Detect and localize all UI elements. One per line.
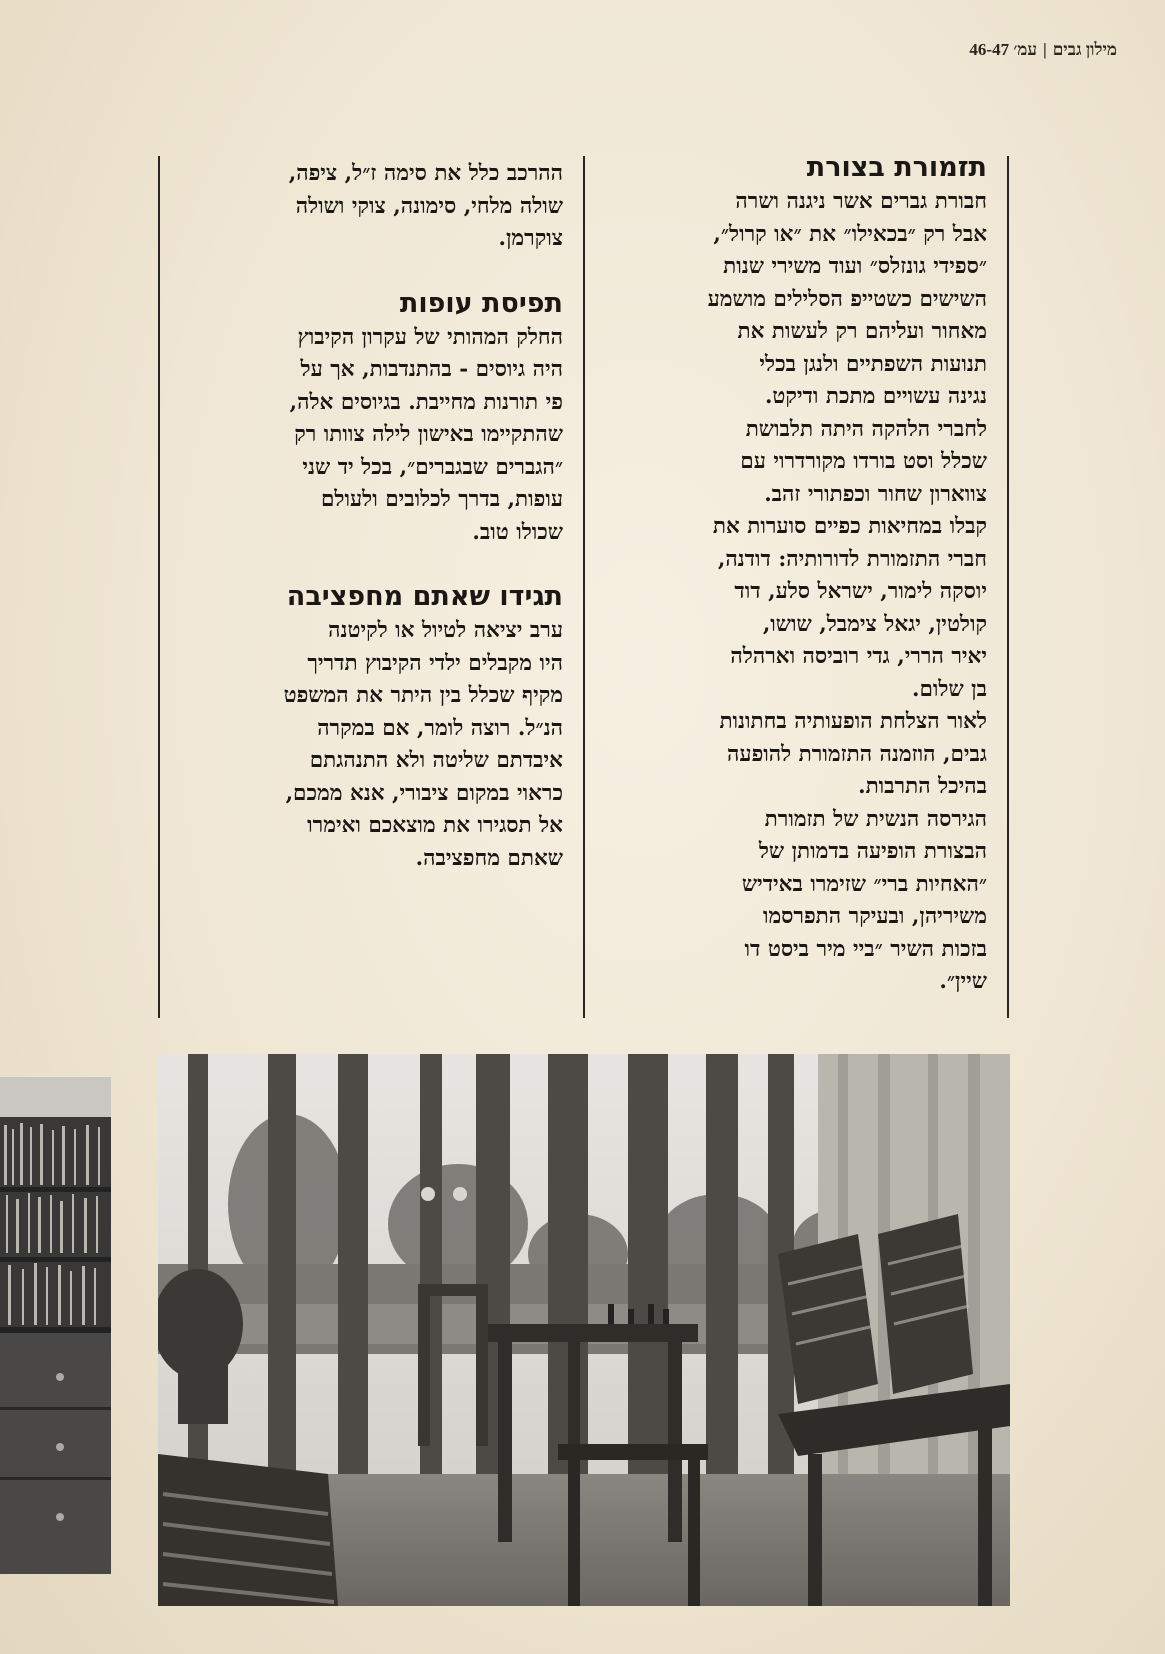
left-column	[176, 158, 563, 875]
book-title: מילון גבים	[1052, 40, 1117, 59]
right-column-line: מאחור ועליהם רק לעשות את	[737, 319, 987, 344]
right-column-line: בן שלום.	[911, 676, 987, 702]
right-column-line: יוסקה לימור, ישראל סלע, דוד	[734, 579, 987, 604]
right-column	[600, 150, 987, 999]
right-column-line: יאיר הררי, גדי רוביסה וארהלה	[730, 644, 987, 669]
right-column-line: בהיכל התרבות.	[858, 774, 987, 799]
section1-line: פי תורנות מחייבת. בגיוסים אלה,	[289, 389, 563, 415]
center-column-rule	[583, 156, 585, 1018]
section1-line: ״הגברים שבגברים״, בכל יד שני	[302, 454, 563, 480]
right-column-line: אבל רק ״בכאילו״ את ״או קרול״,	[713, 221, 987, 247]
section2-line: שאתם מחפציבה.	[415, 845, 563, 871]
section2-line: היו מקבלים ילדי הקיבוץ תדריך	[307, 650, 563, 676]
page-numbers: עמ׳ 46-47	[969, 40, 1037, 59]
section1-line: היה גיוסים - בהתנדבות, אך על	[300, 357, 563, 382]
right-column-line: השישים כשטייפ הסלילים מושמע	[707, 286, 987, 312]
left-intro-line: שולה מלחי, סימונה, צוקי ושולה	[295, 193, 563, 219]
right-column-line: חבורת גברים אשר ניגנה ושרה	[735, 189, 987, 214]
right-column-line: לאור הצלחת הופעותיה בחתונות	[719, 709, 987, 734]
right-column-line: לחברי הלהקה היתה תלבושת	[745, 416, 987, 442]
right-column-line: גבים, הוזמנה התזמורת להופעה	[727, 741, 987, 767]
right-column-line: משיריהן, ובעיקר התפרסמו	[762, 904, 987, 929]
section1-line: החלק המהותי של עקרון הקיבוץ	[297, 324, 563, 350]
right-column-rule	[1007, 156, 1009, 1018]
right-column-line: בזכות השיר ״ביי מיר ביסט דו	[744, 936, 987, 962]
right-column-line: חברי התזמורת לדורותיה: דודנה,	[717, 546, 987, 572]
section2-line: אל תסגירו את מוצאכם ואימרו	[307, 813, 563, 838]
section2-line: ערב יציאה לטיול או לקיטנה	[328, 618, 563, 643]
right-column-line: נגינה עשויים מתכת ודיקט.	[764, 384, 987, 409]
left-intro-line: צוקרמן.	[498, 226, 563, 251]
right-column-line: הגירסה הנשית של תזמורת	[764, 806, 987, 832]
section1-line: שכולו טוב.	[472, 519, 563, 545]
header-separator: |	[1042, 40, 1047, 59]
section2-line: איבדתם שליטה ולא התנהגתם	[309, 748, 563, 773]
right-column-line: שכלל וסט בורדו מקורדרוי עם	[740, 449, 987, 474]
right-column-line: הבצורת הופיעה בדמותן של	[758, 839, 987, 864]
right-column-line: צווארון שחור וכפתורי זהב.	[764, 481, 987, 507]
left-column-rule	[158, 156, 160, 1018]
section-title-say-hefzibah: תגידו שאתם מחפציבה	[286, 581, 563, 612]
left-intro-line: ההרכב כלל את סימה ז״ל, ציפה,	[288, 161, 563, 186]
section2-line: מקיף שכלל בין היתר את המשפט	[283, 683, 563, 708]
right-column-line: שיין״.	[939, 969, 987, 994]
clubhouse-interior-photo	[158, 1054, 1010, 1606]
right-column-line: קבלו במחיאות כפיים סוערות את	[712, 514, 987, 539]
section2-line: כראוי במקום ציבורי, אנא ממכם,	[285, 780, 563, 806]
right-column-line: קולטין, יגאל צימבל, שושו,	[762, 611, 987, 637]
library-shelves-photo	[0, 1077, 111, 1574]
right-column-line: תנועות השפתיים ולנגן בכלי	[759, 351, 987, 377]
section-title-catching-poultry: תפיסת עופות	[399, 287, 563, 319]
page-header	[969, 40, 1117, 60]
section-title-drought-orchestra: תזמורת בצורת	[806, 152, 987, 183]
right-column-line: ״האחיות ברי״ שזימרו באידיש	[741, 871, 987, 897]
section1-line: עופות, בדרך לכלובים ולעולם	[321, 487, 563, 512]
right-column-line: ״ספידי גונזלס״ ועוד משירי שנות	[723, 254, 987, 279]
section1-line: שהתקיימו באישון לילה צוותו רק	[294, 422, 563, 447]
section2-line: הנ״ל. רוצה לומר, אם במקרה	[317, 715, 563, 741]
